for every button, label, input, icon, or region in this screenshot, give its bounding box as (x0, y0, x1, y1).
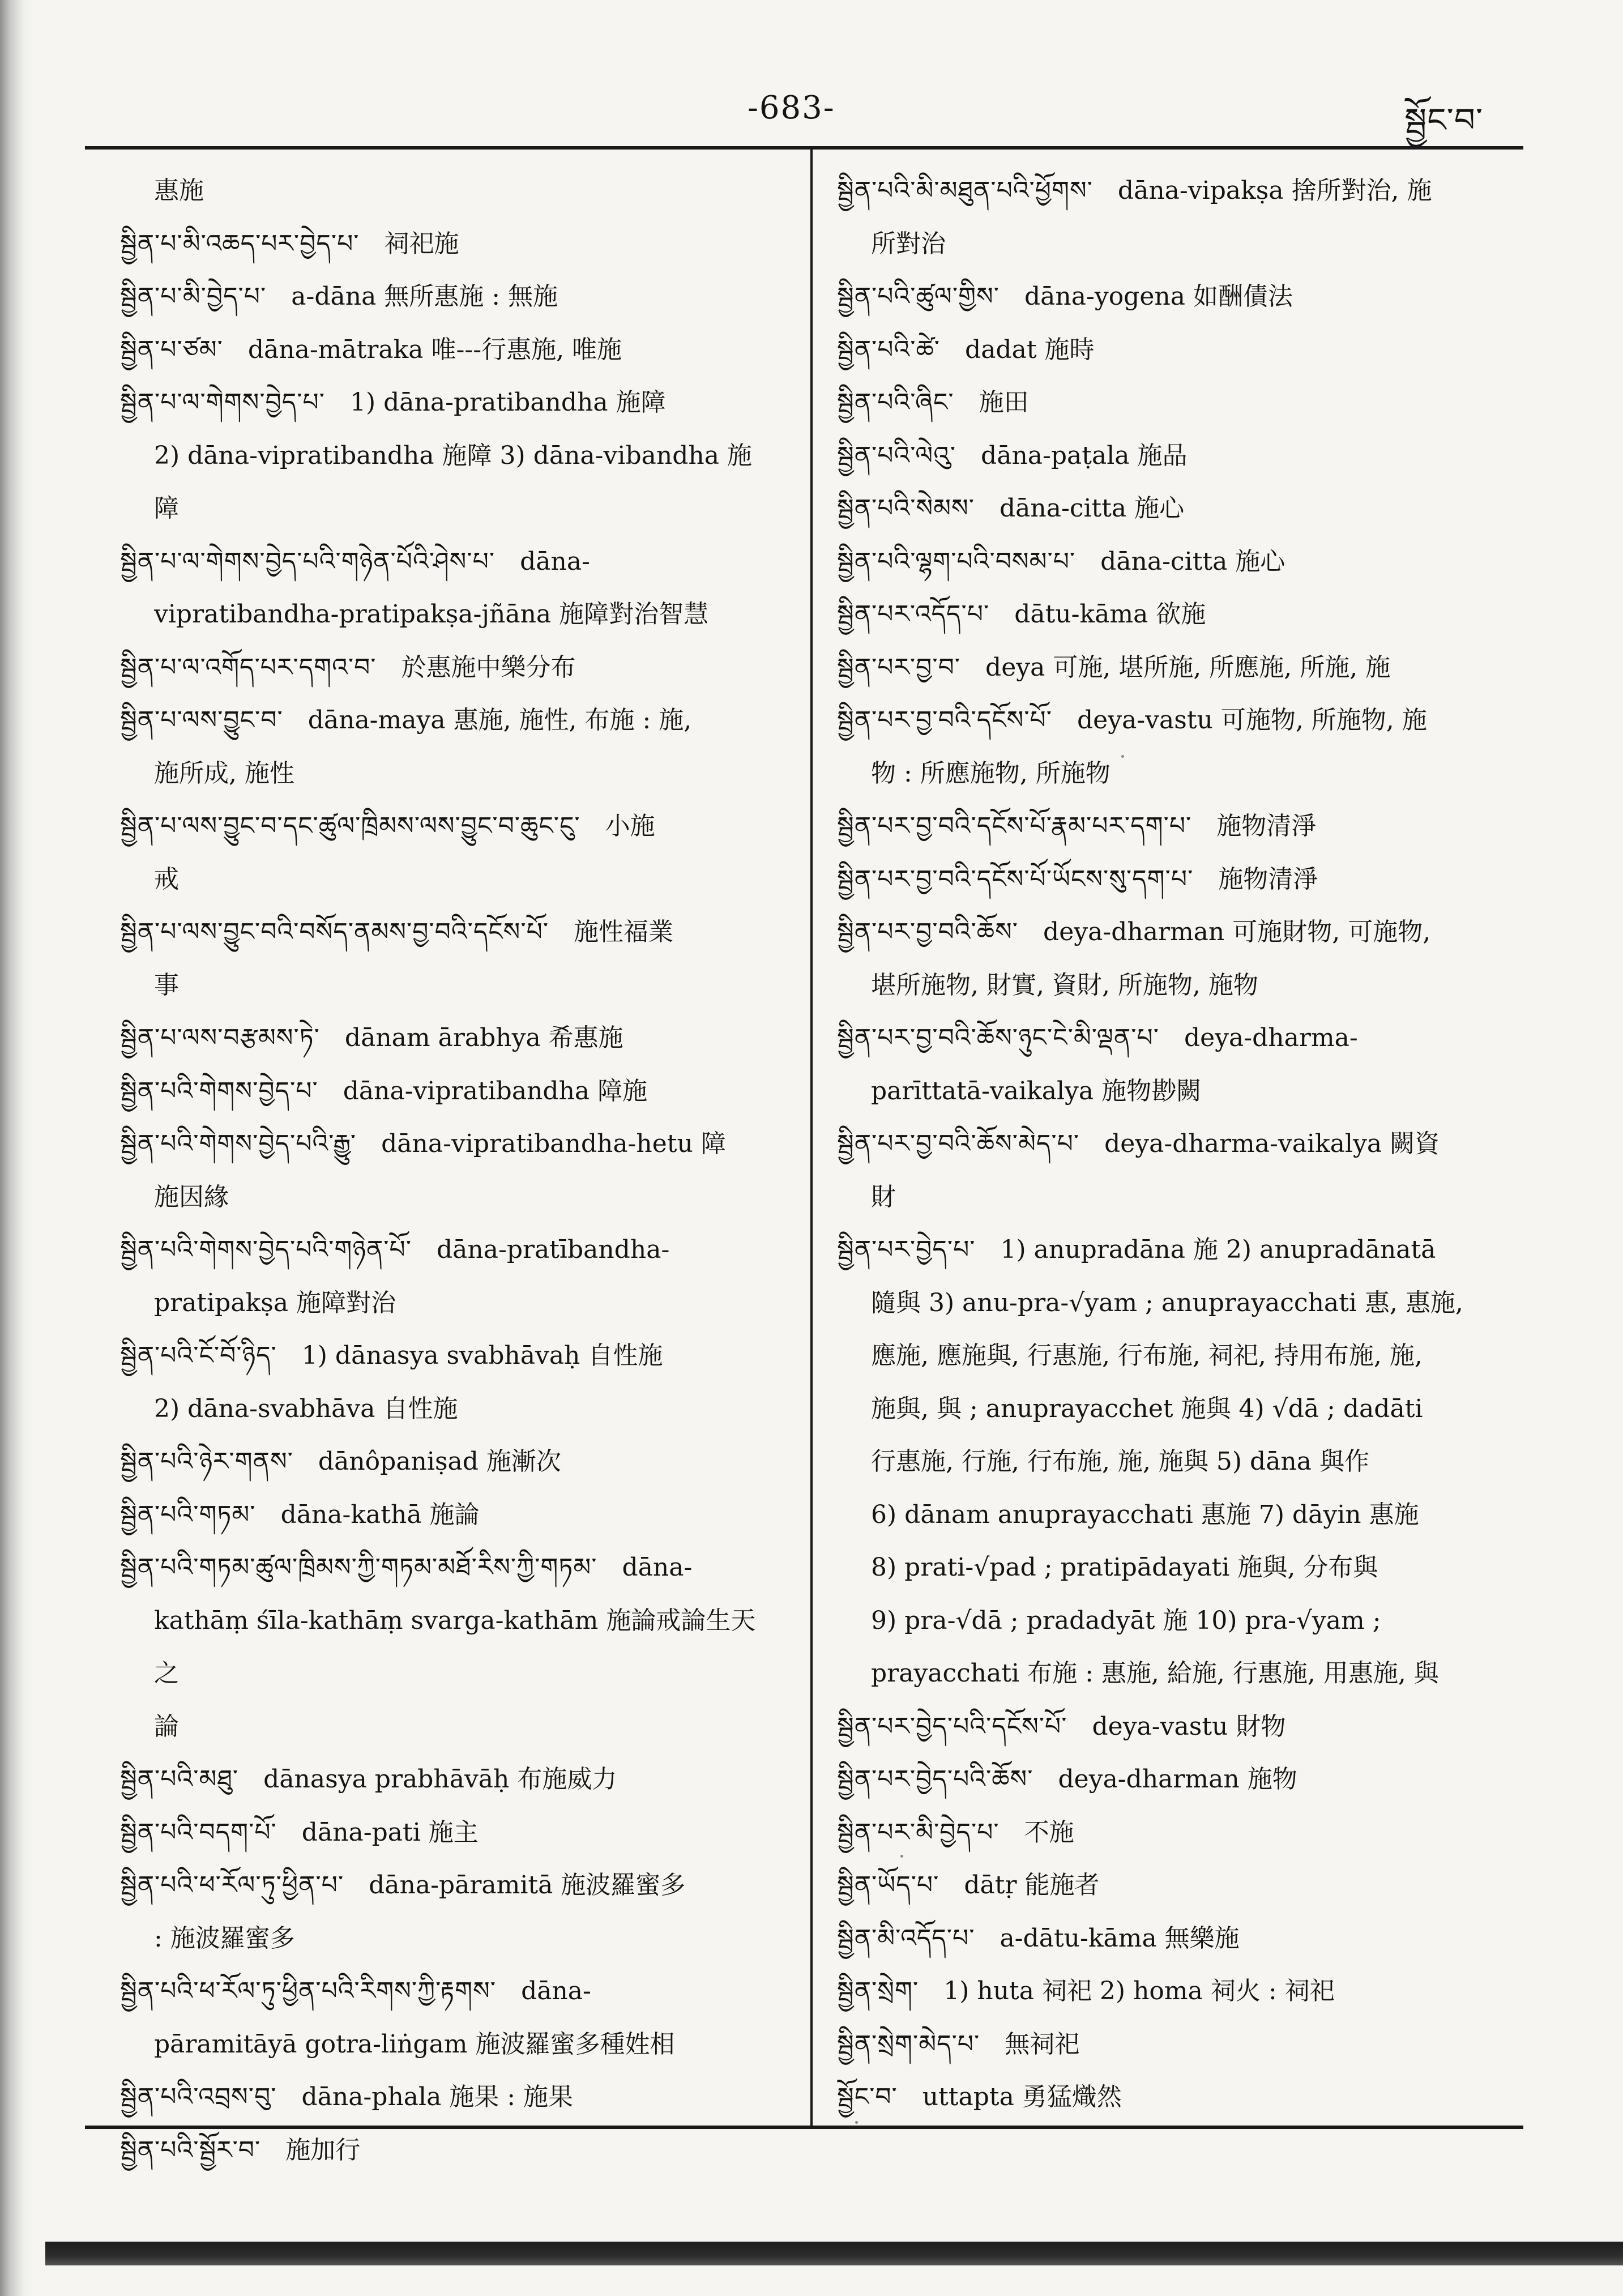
dictionary-entry (837, 694, 1494, 747)
dictionary-entry (837, 1753, 1494, 1806)
entry-continuation (120, 1171, 777, 1224)
page-number: -683- (748, 89, 835, 126)
dictionary-entry (837, 2071, 1494, 2124)
dictionary-entry (120, 323, 777, 377)
dictionary-entry (120, 535, 777, 588)
dictionary-entry (837, 1223, 1494, 1277)
tibetan-headword: སྦྱིན་པར་བྱ་བའི་ཆོས་མེད་པ་ (837, 1129, 1080, 1158)
dictionary-entry (120, 1223, 777, 1277)
entry-continuation (837, 1277, 1494, 1330)
entry-continuation (837, 1065, 1494, 1118)
entry-definition: 障 (154, 494, 179, 523)
dictionary-entry (837, 270, 1494, 323)
entry-definition: 所對治 (871, 229, 946, 258)
entry-definition: pāramitāyā gotra-liṅgam 施波羅蜜多種姓相 (154, 2029, 675, 2059)
dictionary-entry (120, 1753, 777, 1806)
entry-definition: 施所成, 施性 (154, 758, 294, 788)
tibetan-headword: སྦྱིན་པ་ལས་བྱུང་བའི་བསོད་ནམས་བྱ་བའི་དངོས་པོ་ (120, 917, 549, 946)
entry-definition: deya-vastu 財物 (1092, 1712, 1286, 1741)
dictionary-entry (837, 906, 1494, 959)
entry-continuation (837, 1171, 1494, 1224)
tibetan-headword: སྦྱིན་པའི་ལེའུ་ (837, 441, 956, 470)
entry-continuation (837, 217, 1494, 271)
dictionary-entry (120, 2124, 777, 2177)
entry-definition: 2) dāna-vipratibandha 施障 3) dāna-vibandha 施 (154, 441, 752, 470)
tibetan-headword: སྦྱིན་པའི་གཏམ་ཚུལ་ཁྲིམས་ཀྱི་གཏམ་མཐོ་རིས་ཀྱི་གཏམ་ (120, 1553, 597, 1582)
entry-continuation (837, 1435, 1494, 1488)
entry-definition: dāna-paṭala 施品 (981, 441, 1188, 470)
entry-continuation (120, 588, 777, 641)
entry-definition: dāna-kathā 施論 (280, 1500, 480, 1529)
tibetan-headword: སྦྱིན་སྲེག་མེད་པ་ (837, 2029, 980, 2059)
dictionary-entry (837, 800, 1494, 853)
dictionary-entry (837, 535, 1494, 588)
entry-definition: kathāṃ śīla-kathāṃ svarga-kathām 施論戒論生天之 (154, 1606, 756, 1688)
dictionary-entry (837, 164, 1494, 217)
entry-definition: 行惠施, 行施, 行布施, 施, 施與 5) dāna 與作 (871, 1447, 1369, 1476)
entry-definition: deya-dharma-vaikalya 闕資 (1104, 1129, 1440, 1158)
left-column (120, 164, 777, 2176)
entry-continuation (837, 747, 1494, 800)
entry-continuation (837, 1382, 1494, 1436)
dictionary-entry (120, 641, 777, 694)
dictionary-entry (837, 853, 1494, 906)
tibetan-headword: སྦྱིན་པ་ལས་བརྩམས་ཏེ་ (120, 1023, 320, 1052)
tibetan-headword: སྦྱིན་པ་ལས་བྱུང་བ་ (120, 706, 283, 735)
entry-definition: a-dāna 無所惠施 : 無施 (291, 282, 558, 311)
tibetan-headword: སྦྱིན་པ་ལས་བྱུང་བ་དང་ཚུལ་ཁྲིམས་ལས་བྱུང་བ་ཆུང་ངུ་ (120, 812, 580, 840)
entry-continuation (120, 164, 777, 217)
dictionary-entry (837, 641, 1494, 694)
dictionary-entry (837, 1965, 1494, 2018)
tibetan-headword: སྦྱིན་པར་བྱ་བའི་དངོས་པོ་ཡོངས་སུ་དག་པ་ (837, 864, 1194, 894)
entry-definition: 施性福業 (574, 917, 674, 946)
entry-definition: dāna-phala 施果 : 施果 (301, 2082, 574, 2111)
entry-definition: dāna-pāramitā 施波羅蜜多 (369, 1871, 686, 1900)
entry-definition: 小施 (605, 812, 655, 840)
dictionary-entry (120, 1859, 777, 1912)
tibetan-headword: སྦྱིན་པའི་མཐུ་ (120, 1765, 239, 1794)
dictionary-entry (120, 1806, 777, 1859)
entry-definition: 論 (154, 1712, 179, 1741)
dictionary-entry (120, 1435, 777, 1488)
entry-definition: 戒 (154, 864, 179, 894)
entry-definition: 不施 (1024, 1817, 1074, 1847)
entry-definition: dānasya prabhāvāḥ 布施威力 (263, 1765, 617, 1794)
entry-definition: 惠施 (154, 176, 204, 205)
tibetan-headword: སྦྱིན་སྲེག་ (837, 1977, 919, 2005)
entry-definition: deya-dharman 可施財物, 可施物, (1043, 917, 1431, 946)
entry-definition: dāna-vipakṣa 捨所對治, 施 (1117, 176, 1432, 205)
entry-definition: 1) dānasya svabhāvaḥ 自性施 (301, 1341, 663, 1370)
tibetan-headword: སྦྱིན་པ་མི་འཆད་པར་བྱེད་པ་ (120, 229, 360, 258)
entry-definition: 施加行 (285, 2135, 361, 2165)
speck (1121, 755, 1124, 758)
entry-definition: 施因緣 (154, 1182, 229, 1211)
entry-continuation (837, 1488, 1494, 1542)
dictionary-entry (837, 1117, 1494, 1171)
dictionary-entry (120, 217, 777, 271)
entry-definition: 施與, 與 ; anuprayacchet 施與 4) √dā ; dadāti (871, 1394, 1423, 1423)
entry-continuation (120, 2018, 777, 2071)
entry-definition: 施物清淨 (1218, 864, 1318, 894)
dictionary-entry (120, 800, 777, 853)
entry-continuation (120, 1912, 777, 1965)
dictionary-entry (837, 429, 1494, 483)
entry-definition: 祠祀施 (384, 229, 459, 258)
dictionary-entry (837, 482, 1494, 535)
tibetan-headword: སྦྱིན་པ་ལ་གེགས་བྱེད་པའི་གཉེན་པོའི་ཤེས་པ་ (120, 547, 496, 576)
entry-continuation (120, 1277, 777, 1330)
tibetan-headword: སྦྱིན་པའི་ཚུལ་གྱིས་ (837, 282, 1000, 311)
dictionary-entry (837, 1806, 1494, 1859)
entry-definition: dātṛ 能施者 (964, 1871, 1100, 1900)
speck (855, 2121, 858, 2124)
tibetan-headword: སྦྱིན་པར་མི་བྱེད་པ་ (837, 1817, 1000, 1847)
entry-definition: deya-dharma- (1184, 1023, 1358, 1052)
entry-definition: 應施, 應施與, 行惠施, 行布施, 祠祀, 持用布施, 施, (871, 1341, 1423, 1370)
dictionary-entry (120, 376, 777, 429)
tibetan-headword: སྦྱིན་པའི་མི་མཐུན་པའི་ཕྱོགས་ (837, 176, 1093, 205)
tibetan-headword: སྦྱིན་པའི་གེགས་བྱེད་པ་ (120, 1076, 318, 1106)
entry-definition: 6) dānam anuprayacchati 惠施 7) dāyin 惠施 (871, 1500, 1419, 1529)
entry-definition: dāna-pratībandha- (436, 1235, 670, 1264)
dictionary-entry (837, 1859, 1494, 1912)
entry-definition: deya 可施, 堪所施, 所應施, 所施, 施 (985, 652, 1391, 682)
entry-definition: dāna-pati 施主 (301, 1817, 479, 1847)
entry-continuation (837, 1647, 1494, 1700)
dictionary-entry (120, 1012, 777, 1065)
right-column (837, 164, 1494, 2124)
tibetan-headword: སྦྱོང་བ་ (837, 2082, 898, 2111)
entry-continuation (837, 1329, 1494, 1382)
entry-definition: 堪所施物, 財實, 資財, 所施物, 施物 (871, 970, 1258, 1000)
dictionary-entry (837, 376, 1494, 429)
dictionary-entry (120, 906, 777, 959)
entry-continuation (837, 1594, 1494, 1648)
entry-continuation (120, 1700, 777, 1753)
entry-definition: a-dātu-kāma 無樂施 (1000, 1923, 1240, 1953)
tibetan-headword: སྦྱིན་པར་བྱ་བའི་དངོས་པོ་རྣམ་པར་དག་པ་ (837, 812, 1192, 840)
entry-definition: dāna-yogena 如酬債法 (1024, 282, 1293, 311)
tibetan-headword: སྦྱིན་པར་བྱེད་པའི་ཆོས་ (837, 1765, 1033, 1794)
entry-definition: 1) anupradāna 施 2) anupradānatā (1000, 1235, 1436, 1264)
dictionary-entry (837, 588, 1494, 641)
tibetan-headword: སྦྱིན་པར་བྱ་བའི་ཆོས་ (837, 917, 1019, 946)
entry-continuation (837, 959, 1494, 1012)
entry-definition: 無祠祀 (1005, 2029, 1080, 2059)
tibetan-headword: སྦྱིན་པའི་ཚེ་ (837, 335, 941, 364)
tibetan-headword: སྦྱིན་མི་འདོད་པ་ (837, 1923, 975, 1953)
tibetan-headword: སྦྱིན་པ་ལ་འགོད་པར་དགའ་བ་ (120, 652, 377, 682)
tibetan-headword: སྦྱིན་པའི་ཞིང་ (837, 388, 954, 417)
entry-definition: dānam ārabhya 希惠施 (344, 1023, 623, 1052)
tibetan-headword: སྦྱིན་པའི་སྦྱོར་བ་ (120, 2135, 261, 2165)
entry-definition: dānôpaniṣad 施漸次 (318, 1447, 561, 1476)
entry-definition: 1) dāna-pratibandha 施障 (349, 388, 666, 417)
entry-definition: 施物清淨 (1216, 812, 1317, 840)
entry-continuation (837, 1541, 1494, 1594)
tibetan-headword: སྦྱིན་པ་ཙམ་ (120, 335, 223, 364)
tibetan-headword: སྦྱིན་པའི་བདག་པོ་ (120, 1817, 277, 1847)
dictionary-entry (120, 1541, 777, 1594)
tibetan-headword: སྦྱིན་པའི་ཕ་རོལ་ཏུ་ཕྱིན་པའི་རིགས་ཀྱི་རྟགས་ (120, 1977, 497, 2005)
entry-definition: dāna-vipratibandha 障施 (343, 1076, 648, 1106)
entry-definition: dāna- (521, 1977, 591, 2005)
entry-definition: 事 (154, 970, 179, 1000)
tibetan-headword: སྦྱིན་པའི་གེགས་བྱེད་པའི་རྒྱུ་ (120, 1129, 357, 1158)
top-rule (85, 146, 1523, 150)
tibetan-headword: སྦྱིན་པ་མི་བྱེད་པ་ (120, 282, 267, 311)
dictionary-entry (120, 270, 777, 323)
entry-definition: deya-dharman 施物 (1058, 1765, 1297, 1794)
tibetan-headword: སྦྱིན་པའི་གེགས་བྱེད་པའི་གཉེན་པོ་ (120, 1235, 412, 1264)
entry-definition: dadat 施時 (965, 335, 1095, 364)
entry-definition: dāna-mātraka 唯---行惠施, 唯施 (247, 335, 622, 364)
dictionary-entry (120, 2071, 777, 2124)
tibetan-headword: སྦྱིན་པར་བྱེད་པའི་དངོས་པོ་ (837, 1712, 1067, 1741)
entry-definition: dāna- (520, 547, 590, 576)
tibetan-headword: སྦྱིན་པའི་སེམས་ (837, 494, 975, 523)
entry-definition: parīttatā-vaikalya 施物尠闕 (871, 1076, 1202, 1106)
entry-definition: prayacchati 布施 : 惠施, 給施, 行惠施, 用惠施, 與 (871, 1659, 1439, 1688)
tibetan-headword: སྦྱིན་པའི་ཉེར་གནས་ (120, 1447, 293, 1476)
tibetan-headword: སྦྱིན་པར་བྱ་བའི་ཆོས་ཉུང་ངེ་མི་ལྡན་པ་ (837, 1023, 1159, 1052)
dictionary-entry (120, 1065, 777, 1118)
dictionary-entry (120, 1117, 777, 1171)
entry-definition: 物 : 所應施物, 所施物 (871, 758, 1111, 788)
entry-definition: 9) pra-√dā ; pradadyāt 施 10) pra-√yam ; (871, 1606, 1381, 1635)
entry-definition: dāna-citta 施心 (999, 494, 1185, 523)
entry-continuation (120, 853, 777, 906)
tibetan-headword: སྦྱིན་པར་བྱེད་པ་ (837, 1235, 976, 1264)
entry-continuation (120, 747, 777, 800)
tibetan-headword: སྦྱིན་པའི་ངོ་བོ་ཉིད་ (120, 1341, 277, 1370)
scan-bottom-edge-shadow (45, 2242, 1623, 2265)
column-divider (810, 148, 813, 2127)
entry-definition: pratipakṣa 施障對治 (154, 1288, 396, 1317)
entry-definition: dātu-kāma 欲施 (1014, 600, 1206, 629)
tibetan-headword: སྦྱིན་ཡོད་པ་ (837, 1871, 939, 1900)
dictionary-entry (120, 1965, 777, 2018)
dictionary-entry (120, 1329, 777, 1382)
running-head: སྦྱོང་བ་ (1404, 101, 1484, 139)
tibetan-headword: སྦྱིན་པར་བྱ་བའི་དངོས་པོ་ (837, 706, 1052, 735)
entry-definition: 施田 (979, 388, 1029, 417)
tibetan-headword: སྦྱིན་པར་བྱ་བ་ (837, 652, 961, 682)
dictionary-entry (837, 323, 1494, 377)
entry-continuation (120, 1594, 777, 1700)
entry-definition: dāna-citta 施心 (1100, 547, 1285, 576)
entry-definition: 8) prati-√pad ; pratipādayati 施與, 分布與 (871, 1553, 1378, 1582)
entry-definition: 隨與 3) anu-pra-√yam ; anuprayacchati 惠, 惠施, (871, 1288, 1463, 1317)
entry-definition: 財 (871, 1182, 896, 1211)
dictionary-entry (120, 1488, 777, 1542)
entry-definition: dāna-vipratibandha-hetu 障 (381, 1129, 726, 1158)
entry-definition: 2) dāna-svabhāva 自性施 (154, 1394, 458, 1423)
entry-definition: uttapta 勇猛熾然 (922, 2082, 1122, 2111)
dictionary-entry (837, 1700, 1494, 1753)
scan-left-edge-shadow (0, 0, 34, 2296)
entry-definition: dāna- (622, 1553, 693, 1582)
speck (900, 1855, 903, 1858)
tibetan-headword: སྦྱིན་པའི་འབྲས་བུ་ (120, 2082, 277, 2111)
tibetan-headword: སྦྱིན་པའི་ལྷག་པའི་བསམ་པ་ (837, 547, 1076, 576)
tibetan-headword: སྦྱིན་པ་ལ་གེགས་བྱེད་པ་ (120, 388, 325, 417)
dictionary-entry (837, 1012, 1494, 1065)
tibetan-headword: སྦྱིན་པར་འདོད་པ་ (837, 600, 990, 629)
entry-definition: vipratibandha-pratipakṣa-jñāna 施障對治智慧 (154, 600, 709, 629)
dictionary-entry (120, 694, 777, 747)
dictionary-entry (837, 2018, 1494, 2071)
entry-definition: dāna-maya 惠施, 施性, 布施 : 施, (307, 706, 692, 735)
tibetan-headword: སྦྱིན་པའི་གཏམ་ (120, 1500, 256, 1529)
entry-definition: 1) huta 祠祀 2) homa 祠火 : 祠祀 (943, 1977, 1335, 2005)
tibetan-headword: སྦྱིན་པའི་ཕ་རོལ་ཏུ་ཕྱིན་པ་ (120, 1871, 344, 1900)
entry-definition: 於惠施中樂分布 (401, 652, 576, 682)
entry-continuation (120, 429, 777, 483)
entry-continuation (120, 1382, 777, 1436)
entry-continuation (120, 482, 777, 535)
entry-continuation (120, 959, 777, 1012)
entry-definition: deya-vastu 可施物, 所施物, 施 (1077, 706, 1427, 735)
entry-definition: : 施波羅蜜多 (154, 1923, 295, 1953)
dictionary-entry (837, 1912, 1494, 1965)
